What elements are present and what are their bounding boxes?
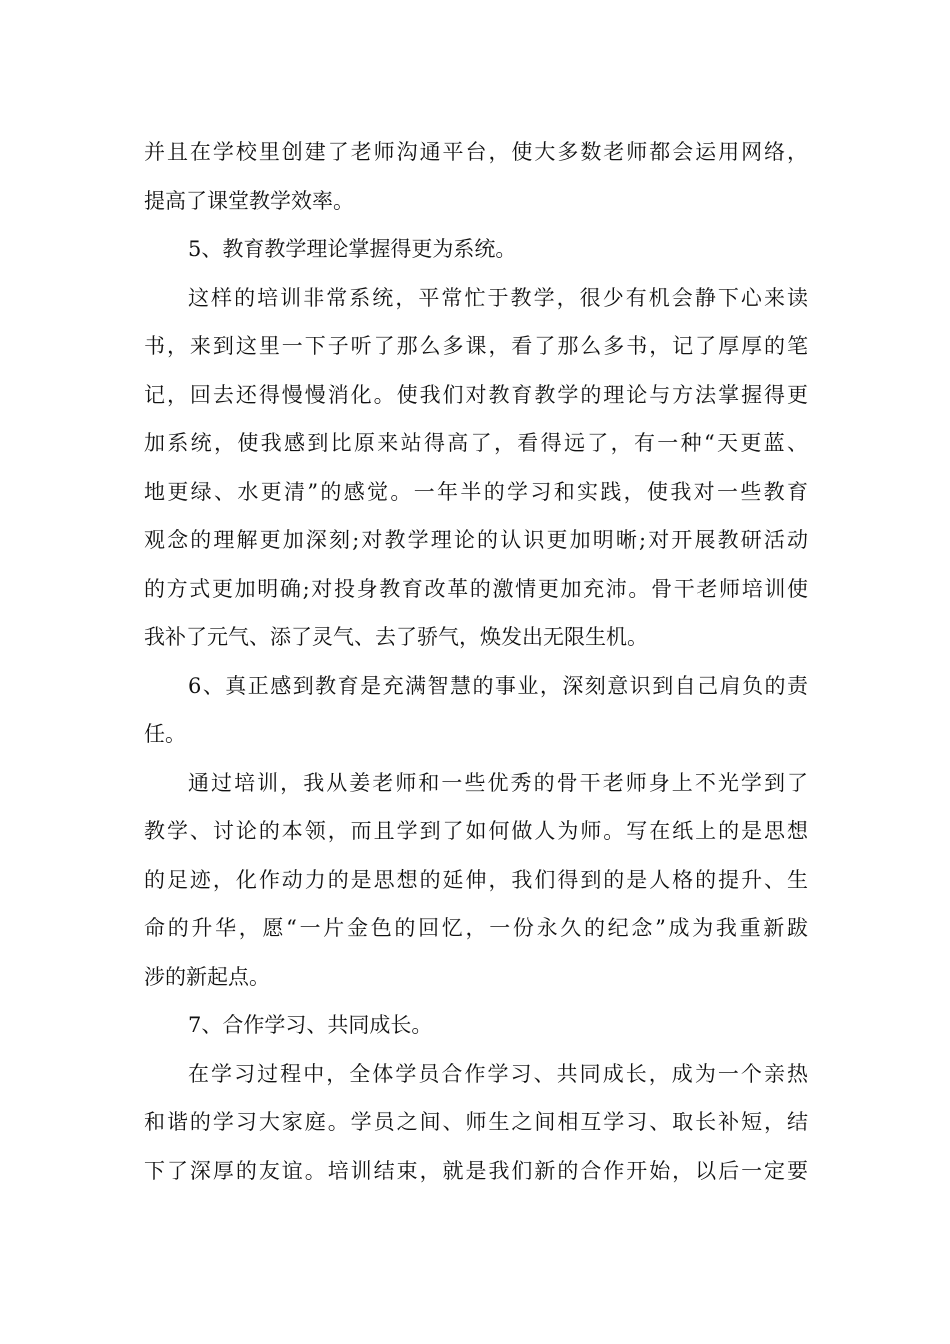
section-heading: 任。 <box>144 722 186 746</box>
text-line: 地更绿、水更清”的感觉。一年半的学习和实践，使我对一些教育 <box>144 479 808 504</box>
text-line: 的足迹，化作动力的是思想的延伸，我们得到的是人格的提升、生 <box>144 867 808 892</box>
text-line: 提高了课堂教学效率。 <box>144 188 354 213</box>
text-line: 这样的培训非常系统，平常忙于教学，很少有机会静下心来读 <box>188 285 808 310</box>
text-line: 涉的新起点。 <box>144 964 270 989</box>
text-line: 教学、讨论的本领，而且学到了如何做人为师。写在纸上的是思想 <box>144 819 808 843</box>
text-line: 加系统，使我感到比原来站得高了，看得远了，有一种“天更蓝、 <box>144 431 808 455</box>
text-line: 命的升华，愿“一片金色的回忆，一份永久的纪念”成为我重新跋 <box>144 916 808 940</box>
text-line: 记，回去还得慢慢消化。使我们对教育教学的理论与方法掌握得更 <box>144 382 808 407</box>
text-line: 书，来到这里一下子听了那么多课，看了那么多书，记了厚厚的笔 <box>144 334 808 358</box>
text-line: 的方式更加明确;对投身教育改革的激情更加充沛。骨干老师培训使 <box>144 576 808 601</box>
text-line: 通过培训，我从姜老师和一些优秀的骨干老师身上不光学到了 <box>188 770 808 795</box>
text-line: 并且在学校里创建了老师沟通平台，使大多数老师都会运用网络， <box>144 140 808 164</box>
section-heading: 5、教育教学理论掌握得更为系统。 <box>188 237 517 261</box>
text-line: 我补了元气、添了灵气、去了骄气，焕发出无限生机。 <box>144 625 648 649</box>
text-line: 和谐的学习大家庭。学员之间、师生之间相互学习、取长补短，结 <box>144 1110 808 1134</box>
text-line: 在学习过程中，全体学员合作学习、共同成长，成为一个亲热 <box>188 1061 808 1086</box>
section-heading: 7、合作学习、共同成长。 <box>188 1013 433 1037</box>
document-body <box>144 128 808 1195</box>
text-line: 下了深厚的友谊。培训结束，就是我们新的合作开始，以后一定要 <box>144 1158 808 1183</box>
section-heading: 6、真正感到教育是充满智慧的事业，深刻意识到自己肩负的责 <box>188 673 808 698</box>
text-line: 观念的理解更加深刻;对教学理论的认识更加明晰;对开展教研活动 <box>144 528 808 552</box>
